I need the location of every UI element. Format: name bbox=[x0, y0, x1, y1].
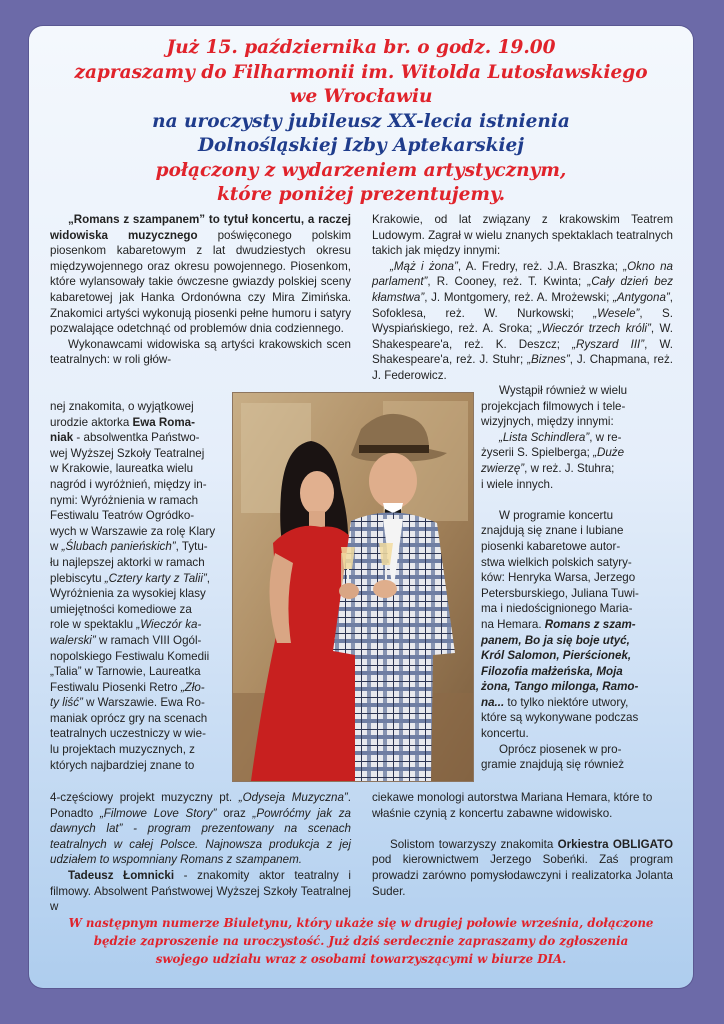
title: „Ślubach panieńskich” bbox=[61, 540, 176, 554]
left-column-top bbox=[50, 212, 351, 368]
line: łu najlepszej aktorki w ramach bbox=[50, 555, 205, 569]
spacer bbox=[481, 492, 673, 508]
footer-line-3: swojego udziału wraz z osobami towarzyszącymi w biurze DIA. bbox=[155, 952, 567, 966]
photo-illustration bbox=[233, 393, 473, 781]
line: które są wykonywane podczas bbox=[481, 711, 639, 725]
footer-line-1: W następnym numerze Biuletynu, który ukaże się w drugiej połowie września, dołączone bbox=[68, 916, 654, 930]
line: Oprócz piosenek w pro- bbox=[499, 742, 622, 756]
text: to tylko niektóre utwory, bbox=[504, 695, 629, 709]
line: i wiele innych. bbox=[481, 477, 554, 491]
title: „Ryszard III” bbox=[572, 337, 645, 351]
header-line-4: na uroczysty jubileusz XX-lecia istnienia bbox=[152, 110, 570, 132]
title: „Antygona” bbox=[613, 290, 670, 304]
text: , bbox=[206, 571, 211, 585]
actor-name: Tadeusz Łomnicki bbox=[68, 868, 175, 882]
line bbox=[50, 633, 226, 649]
title: walerski” bbox=[50, 633, 96, 647]
header-line-6: połączony z wydarzeniem artystycznym, bbox=[155, 159, 567, 181]
song-titles: na... bbox=[481, 695, 505, 709]
title: „Zło- bbox=[180, 680, 205, 694]
right-column-narrow bbox=[481, 383, 673, 773]
title: „Biznes” bbox=[527, 353, 570, 367]
title: „Wesele” bbox=[593, 306, 640, 320]
header-line-3: we Wrocławiu bbox=[289, 86, 433, 107]
line: piosenki kabaretowe autor- bbox=[481, 539, 621, 553]
text: , A. Fredry, reż. J.A. Braszka; bbox=[457, 259, 624, 273]
text: . Ponadto bbox=[50, 791, 352, 820]
line: nej znakomita, o wyjątkowej bbox=[50, 400, 194, 413]
spacer bbox=[372, 821, 673, 837]
song-titles: Filozofia małżeńska, Moja bbox=[481, 664, 623, 678]
text: , Sofoklesa, reż. W. Nurkowski; bbox=[372, 290, 673, 320]
text: Solistom towarzyszy znakomita bbox=[390, 837, 558, 851]
text: , w reż. J. Stuhra; bbox=[524, 461, 615, 475]
line: maniak oprócz gry na scenach bbox=[50, 711, 208, 725]
line: Festiwalu Teatrów Ogródko- bbox=[50, 509, 195, 523]
line: wizyjnych, między innymi: bbox=[481, 415, 614, 429]
line: lu projektach muzycznych, z bbox=[50, 743, 195, 757]
text: urodzie aktorka bbox=[50, 415, 133, 429]
title: „Odyseja Muzyczna” bbox=[238, 791, 348, 804]
left-paragraph-1 bbox=[50, 212, 351, 337]
text: Festiwalu Piosenki Retro bbox=[50, 680, 181, 694]
line: Petersburskiego, Juliana Tuwi- bbox=[481, 586, 639, 600]
line: znajdują się znane i lubiane bbox=[481, 524, 624, 538]
line bbox=[50, 415, 226, 431]
text: plebiscytu bbox=[50, 571, 105, 585]
text: w bbox=[50, 540, 62, 554]
title: „Duże bbox=[593, 446, 625, 460]
line bbox=[50, 617, 226, 633]
line: Wyróżnienia za wysokiej klasy bbox=[50, 587, 206, 601]
song-titles: panem, Bo ja się boje utyć, bbox=[481, 633, 630, 647]
line: „Talia” w Tarnowie, Laureatka bbox=[50, 665, 201, 679]
footer-line-2: będzie zaproszenie na uroczystość. Już dziś serdecznie zapraszamy do zgłoszenia bbox=[93, 934, 629, 948]
text: , J. Chapmana, reż. J. Federowicz. bbox=[372, 353, 673, 382]
text: , W. Shakespeare'a, reż. K. Deszcz; bbox=[372, 322, 674, 351]
text: , S. Wyspiańskiego, reż. A. Sroka; bbox=[372, 306, 673, 336]
line: ma i niedoścignionego Maria- bbox=[481, 602, 633, 616]
left-paragraph-2-start: Wykonawcami widowiska są artyści krakowskich scen teatralnych: w roli głów- bbox=[50, 337, 351, 367]
line: W programie koncertu bbox=[499, 508, 614, 522]
line: gramie znajdują się również bbox=[481, 758, 625, 772]
line: właśnie czynią z koncertu zabawne widowisko. bbox=[372, 806, 613, 820]
orchestra-name: Orkiestra OBLIGATO bbox=[557, 837, 674, 851]
text: w Warszawie. Ewa Ro- bbox=[82, 696, 205, 710]
text: , w re- bbox=[589, 430, 622, 444]
title: „Wieczór ka- bbox=[136, 618, 202, 632]
header-line-2: zapraszamy do Filharmonii im. Witolda Lutosławskiego bbox=[74, 61, 648, 83]
line: nymi: Wyróżnienia w ramach bbox=[50, 493, 199, 507]
footer-note bbox=[29, 914, 693, 968]
text: 4-częściowy projekt muzyczny pt. bbox=[50, 791, 239, 804]
line bbox=[50, 539, 226, 555]
right-column-top bbox=[372, 212, 673, 384]
line: których najbardziej znane to bbox=[50, 758, 195, 772]
actress-name-end: niak bbox=[50, 431, 74, 445]
text: - absolwentka Państwo- bbox=[73, 431, 200, 445]
text: , Tytu- bbox=[175, 540, 208, 554]
line: projekcjach filmowych i tele- bbox=[481, 399, 626, 413]
line bbox=[481, 430, 673, 446]
text: , J. Montgomery, reż. A. Mrożewski; bbox=[424, 290, 614, 304]
line: wej Wyższej Szkoły Teatralnej bbox=[50, 446, 205, 460]
line bbox=[50, 571, 226, 587]
title: „Okno na parlament” bbox=[372, 259, 673, 289]
right-paragraph-2 bbox=[372, 259, 673, 384]
line bbox=[481, 461, 673, 477]
text: pod kierownictwem Jerzego Sobeńki. Zaś program prowadzi zarówno pomysłodawczyni i realizatorka Jolanta Suder. bbox=[372, 853, 673, 898]
line bbox=[481, 617, 673, 633]
title: „Lista Schindlera” bbox=[499, 430, 590, 444]
title: „Mąż i żona” bbox=[390, 259, 458, 273]
title: „Cztery karty z Talii” bbox=[104, 571, 207, 585]
song-titles: żona, Tango milonga, Ramo- bbox=[481, 680, 639, 694]
left-paragraph-2-end bbox=[50, 790, 351, 868]
title: zwierzę” bbox=[481, 461, 525, 475]
line bbox=[481, 445, 673, 461]
left-column-bottom bbox=[50, 790, 351, 915]
line: ciekawe monologi autorstwa Mariana Hemara, które to bbox=[372, 791, 653, 804]
text: oraz bbox=[216, 806, 253, 820]
title: „Filmowe Love Story” bbox=[99, 806, 217, 820]
header-line-7: które poniżej prezentujemy. bbox=[216, 184, 506, 205]
right-column-bottom bbox=[372, 790, 673, 899]
text: , W. Shakespeare'a, reż. J. Stuhr; bbox=[372, 337, 673, 367]
text: role w spektaklu bbox=[50, 618, 137, 632]
line bbox=[50, 680, 226, 696]
actress-name: Ewa Roma- bbox=[132, 415, 195, 429]
left-paragraph-3 bbox=[50, 868, 351, 915]
line: Wystąpił również w wielu bbox=[499, 384, 628, 397]
line: teatralnych uczestniczy w wie- bbox=[50, 727, 206, 741]
right-paragraph-1: Krakowie, od lat związany z krakowskim Teatrem Ludowym. Zagrał w wielu znanych spektaklach teatralnych takich jak między innymi: bbox=[372, 213, 673, 258]
line bbox=[50, 695, 226, 711]
right-paragraph-orchestra bbox=[372, 837, 673, 899]
text: , R. Cooney, reż. T. Kwinta; bbox=[427, 275, 588, 289]
line: ków: Henryka Warsa, Jerzego bbox=[481, 571, 636, 585]
line: w Krakowie, laureatka wielu bbox=[50, 462, 194, 476]
line bbox=[481, 695, 673, 711]
text: - znakomity aktor teatralny i filmowy. Absolwent Państwowej Wyższej Szkoły Teatralnej w bbox=[50, 868, 351, 914]
line bbox=[50, 430, 226, 446]
song-titles: Romans z szam- bbox=[544, 617, 636, 631]
left-p1-text: poświęconego polskim piosenkom kabaretowym z lat dwudziestych okresu międzywojennego oraz okresu powojennego. Piosenkom, które wylansowały takie ówczesne gwiazdy polskiej sceny kabaretowej jak Hanka Ordonówna czy Mira Zimińska. Znakomici artyści wykonują piosenki pełne humoru i satyry pozwalające odetchnąć od problemów dnia codziennego. bbox=[50, 228, 351, 336]
title: „Powróćmy jak za dawnych lat” - program prezentowany na scenach teatralnych w całej Polsce. Najnowsza produkcja z jej udziałem to wspomniany Romans z szampanem. bbox=[50, 806, 351, 867]
header bbox=[29, 36, 693, 208]
title: ty liść” bbox=[50, 696, 83, 710]
text: na Hemara. bbox=[481, 617, 545, 631]
invitation-page bbox=[29, 26, 693, 988]
performers-photo bbox=[232, 392, 474, 782]
header-line-1: Już 15. października br. o godz. 19.00 bbox=[166, 37, 556, 58]
title: „Wieczór trzech króli” bbox=[537, 322, 651, 336]
line: koncertu. bbox=[481, 727, 529, 741]
line: nopolskiego Festiwalu Komedii bbox=[50, 649, 210, 663]
line: nagród i wyróżnień, między in- bbox=[50, 477, 207, 491]
concert-title-bold: „Romans z szampanem” to tytuł koncertu, a raczej widowiska muzycznego bbox=[50, 213, 351, 242]
line: umiejętności komediowe za bbox=[50, 602, 192, 616]
text: żyserii S. Spielberga; bbox=[481, 446, 594, 460]
song-titles: Król Salomon, Pierścionek, bbox=[481, 649, 632, 663]
title: „Cały dzień bez kłamstwa” bbox=[372, 275, 673, 304]
line: wych w Warszawie za rolę Klary bbox=[50, 524, 216, 538]
header-line-5: Dolnośląskiej Izby Aptekarskiej bbox=[198, 135, 524, 156]
line: stwa wielkich polskich satyry- bbox=[481, 555, 632, 569]
left-column-narrow bbox=[50, 399, 226, 773]
text: w ramach VIII Ogól- bbox=[95, 633, 202, 647]
